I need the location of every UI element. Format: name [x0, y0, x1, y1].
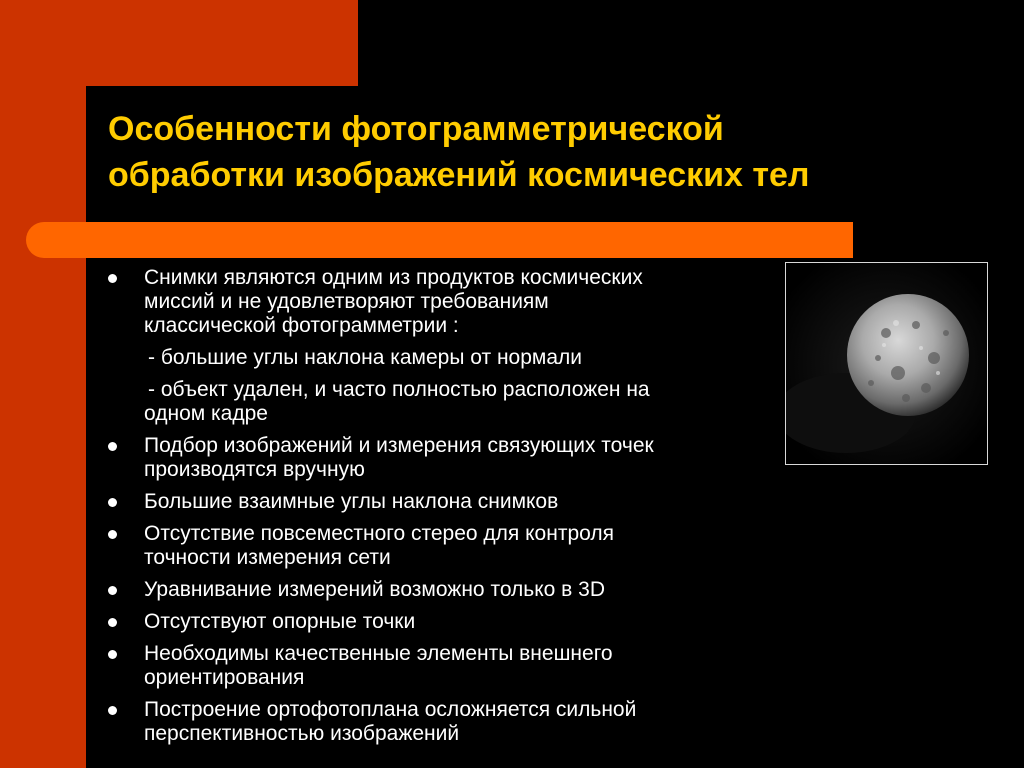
sub-item: - объект удален, и часто полностью расположен на	[148, 378, 650, 401]
slide-title	[108, 106, 988, 198]
list-item	[100, 434, 780, 482]
list-item	[100, 642, 780, 690]
list-item-line: миссий и не удовлетворяют требованиям	[144, 290, 549, 313]
bullet-dot-icon	[108, 498, 117, 507]
list-item-line: Большие взаимные углы наклона снимков	[144, 490, 559, 513]
list-item-line: производятся вручную	[144, 458, 365, 481]
list-item-line: Уравнивание измерений возможно только в 3D	[144, 578, 606, 601]
bullet-dot-icon	[108, 618, 117, 627]
left-red-bar	[0, 0, 86, 768]
bullet-dot-icon	[108, 650, 117, 659]
list-item-line: точности измерения сети	[144, 546, 391, 569]
list-item-line: Построение ортофотоплана осложняется сильной	[144, 698, 637, 721]
list-item	[100, 490, 780, 514]
list-item	[100, 522, 780, 570]
moon-io-photo-icon	[786, 263, 987, 464]
list-item-line: ориентирования	[144, 666, 305, 689]
list-item-line: Необходимы качественные элементы внешнего	[144, 642, 613, 665]
top-red-band	[0, 0, 358, 86]
bullet-dot-icon	[108, 706, 117, 715]
accent-bar	[26, 222, 853, 258]
moon-photo	[785, 262, 988, 465]
list-item-line: Снимки являются одним из продуктов космических	[144, 266, 643, 289]
bullet-dot-icon	[108, 274, 117, 283]
bullet-list	[100, 266, 780, 754]
list-item-line: Отсутствие повсеместного стерео для контроля	[144, 522, 614, 545]
list-item-line: Отсутствуют опорные точки	[144, 610, 416, 633]
bullet-dot-icon	[108, 586, 117, 595]
bullet-dot-icon	[108, 442, 117, 451]
list-item	[100, 610, 780, 634]
slide-title-line-1: Особенности фотограмметрической	[108, 110, 724, 148]
list-item-line: перспективностью изображений	[144, 722, 460, 745]
list-item-line: классической фотограмметрии :	[144, 314, 459, 337]
slide-title-line-2: обработки изображений космических тел	[108, 156, 810, 194]
list-item	[100, 698, 780, 746]
list-item	[100, 578, 780, 602]
sub-item: - большие углы наклона камеры от нормали	[148, 346, 582, 369]
sub-item-line: одном кадре	[144, 402, 268, 425]
list-item	[100, 266, 780, 426]
bullet-dot-icon	[108, 530, 117, 539]
list-item-line: Подбор изображений и измерения связующих точек	[144, 434, 654, 457]
